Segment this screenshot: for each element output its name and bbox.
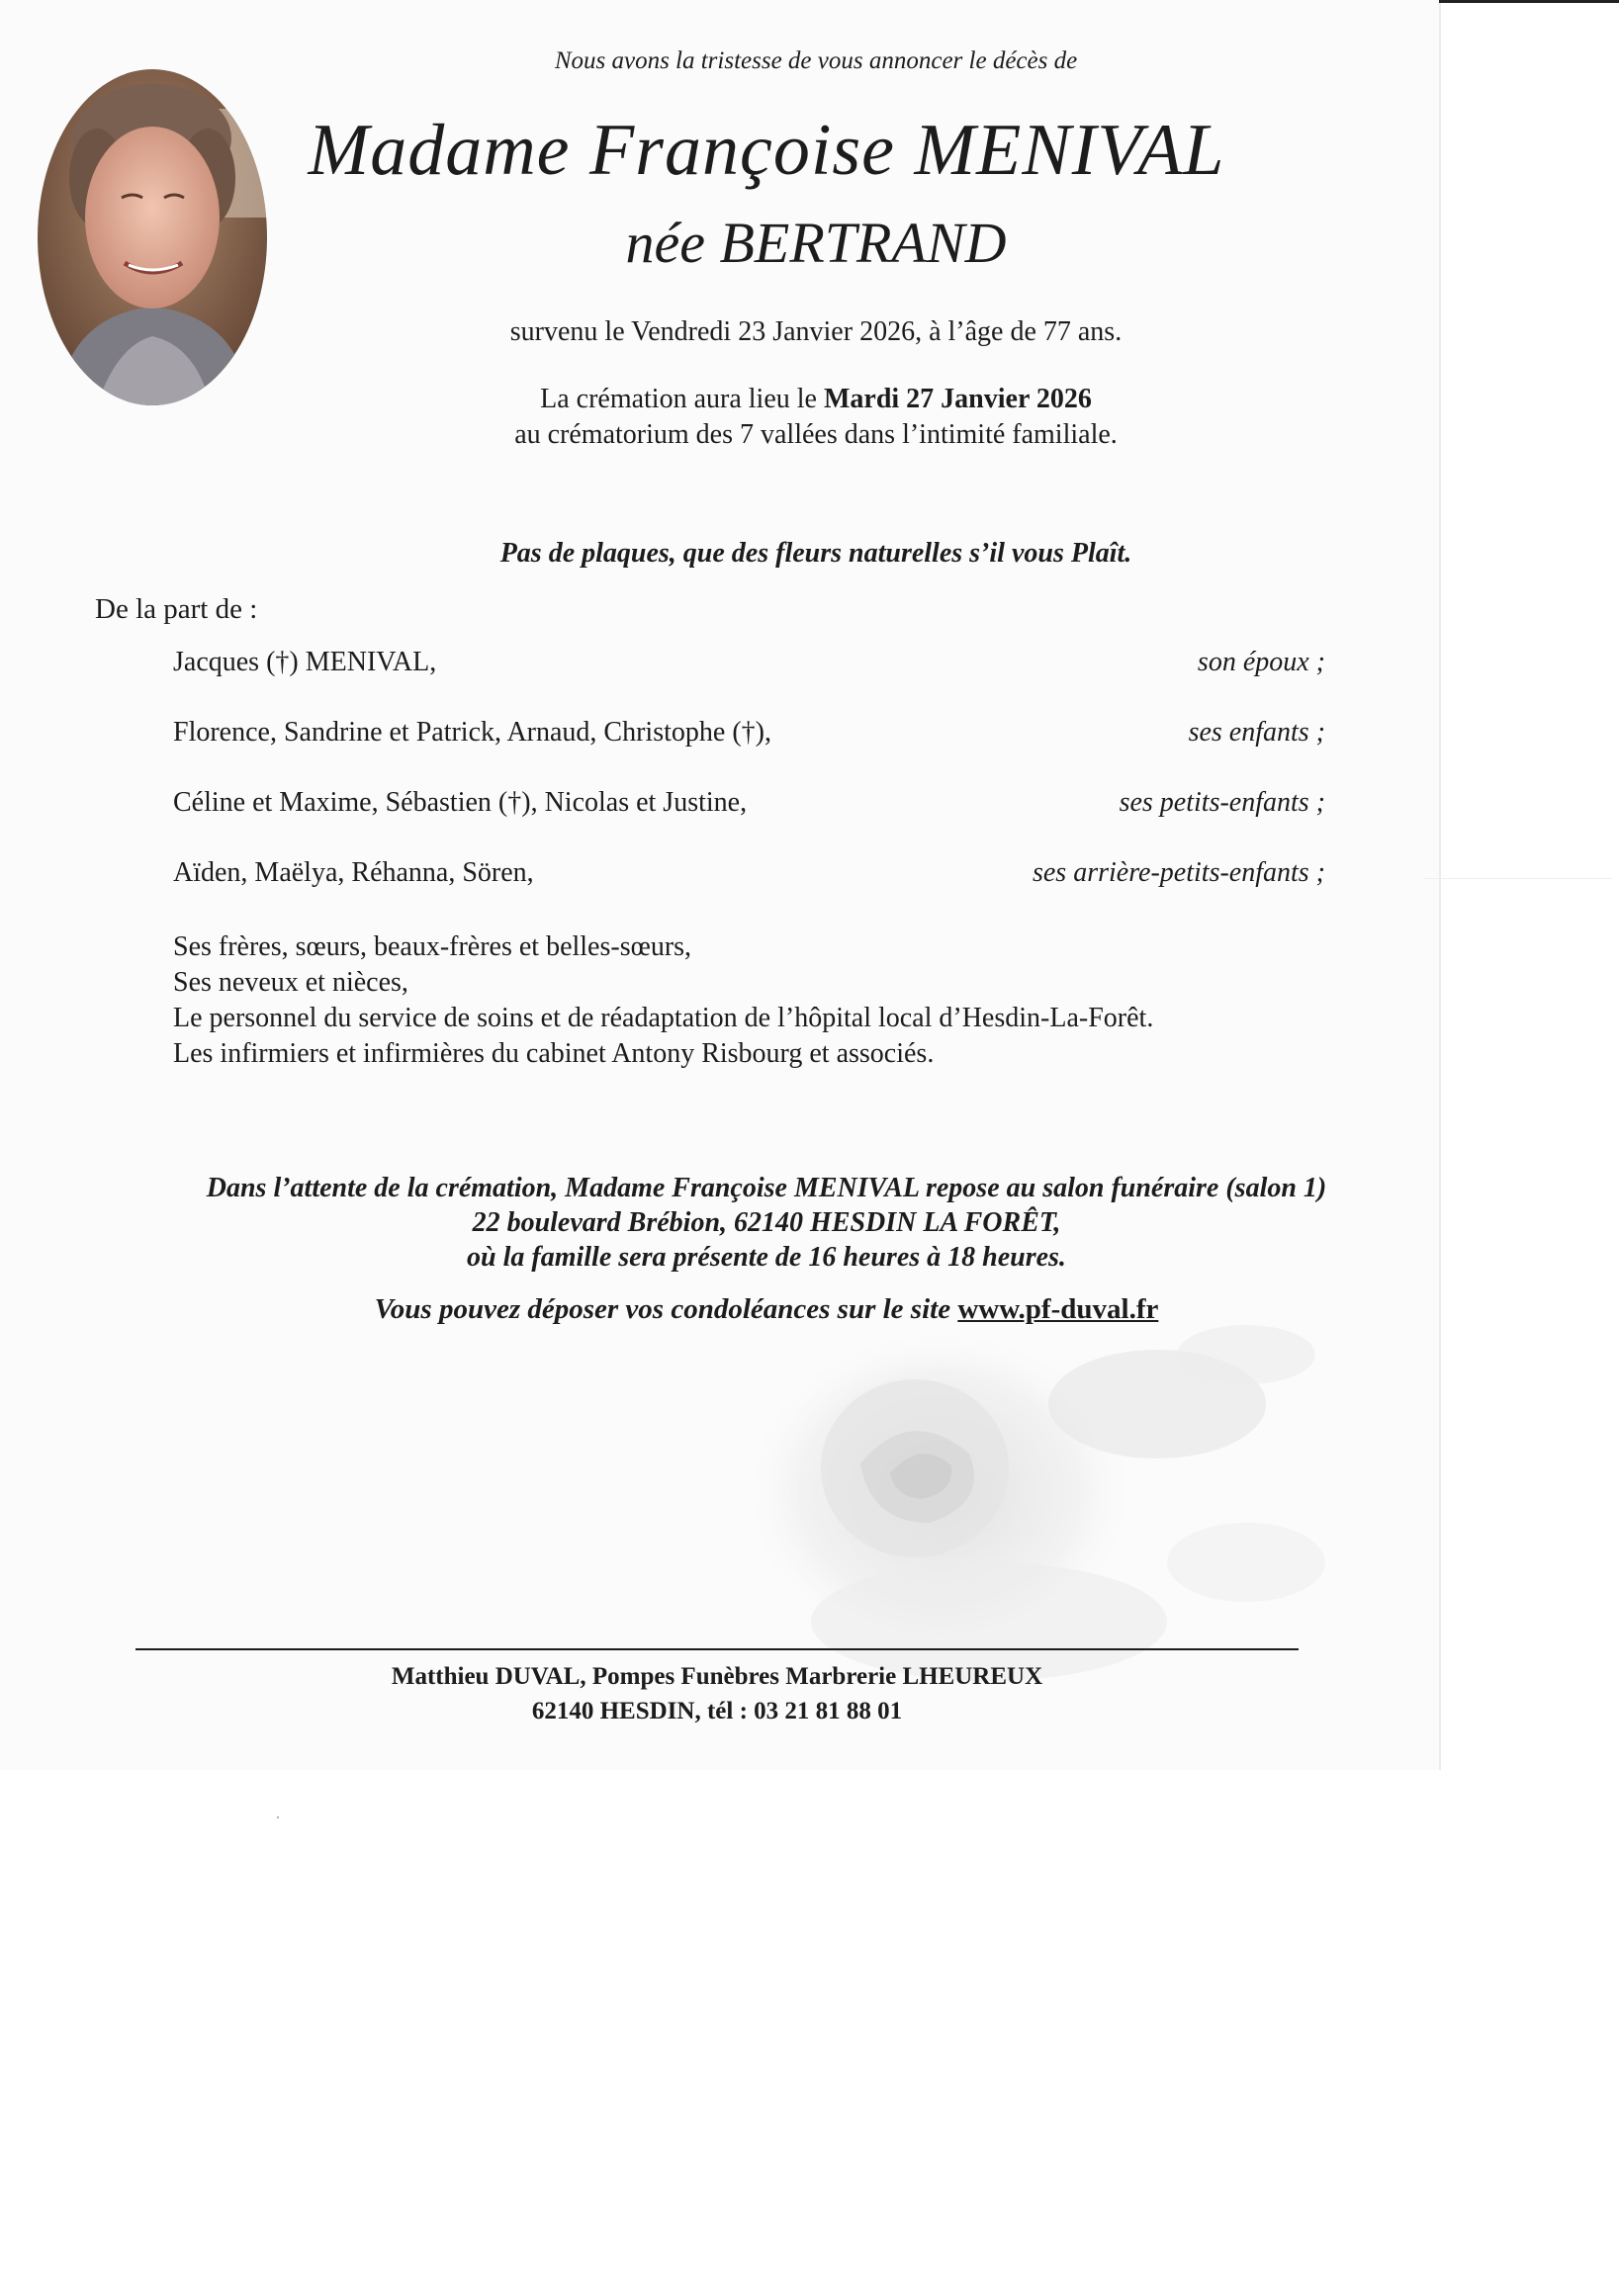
mourner-line: Le personnel du service de soins et de réadaptation de l’hôpital local d’Hesdin-La-Forêt. — [173, 1003, 1154, 1033]
visitation-info — [59, 1171, 1474, 1275]
cremation-prefix: La crémation aura lieu le — [540, 384, 824, 414]
visitation-line: Dans l’attente de la crémation, Madame Françoise MENIVAL repose au salon funéraire (salon 1) — [206, 1173, 1327, 1203]
funeral-home-name: Matthieu DUVAL, Pompes Funèbres Marbrerie LHEUREUX — [391, 1663, 1043, 1690]
family-names: Jacques (†) MENIVAL, — [173, 647, 437, 677]
visitation-line: 22 boulevard Brébion, 62140 HESDIN LA FORÊT, — [472, 1207, 1061, 1238]
cremation-line-2: au crématorium des 7 vallées dans l’intimité familiale. — [514, 419, 1118, 450]
condolences-text: Vous pouvez déposer vos condoléances sur le site — [374, 1293, 958, 1325]
cremation-line-1 — [297, 382, 1335, 417]
maiden-name: née BERTRAND — [625, 211, 1007, 275]
family-relation: ses enfants ; — [1188, 717, 1325, 748]
from-label: De la part de : — [95, 593, 258, 625]
family-relation: ses arrière-petits-enfants ; — [1032, 857, 1325, 888]
mourner-line: Ses frères, sœurs, beaux-frères et belles-sœurs, — [173, 931, 692, 962]
condolences-site-link[interactable]: www.pf-duval.fr — [957, 1293, 1159, 1325]
mourner-line: Ses neveux et nièces, — [173, 967, 408, 998]
cremation-info — [297, 382, 1335, 453]
family-relation: son époux ; — [1197, 647, 1325, 677]
other-mourners — [173, 929, 1360, 1072]
scan-speck — [1424, 878, 1612, 879]
death-date-line: survenu le Vendredi 23 Janvier 2026, à l’âge de 77 ans. — [509, 316, 1123, 347]
intro-text: Nous avons la tristesse de vous annoncer le décès de — [554, 47, 1078, 74]
family-relation: ses petits-enfants ; — [1119, 787, 1325, 818]
family-names: Aïden, Maëlya, Réhanna, Sören, — [173, 857, 534, 888]
family-names: Florence, Sandrine et Patrick, Arnaud, Christophe (†), — [173, 717, 771, 748]
family-names: Céline et Maxime, Sébastien (†), Nicolas et Justine, — [173, 787, 748, 818]
scan-border-line — [1439, 0, 1619, 3]
family-row — [173, 857, 1325, 889]
family-row — [173, 647, 1325, 678]
funeral-home-footer — [135, 1659, 1299, 1728]
family-row — [173, 717, 1325, 749]
page-edge — [1439, 0, 1441, 1770]
deceased-name: Madame Françoise MENIVAL — [308, 110, 1225, 191]
signature-rule — [135, 1648, 1299, 1650]
flowers-note: Pas de plaques, que des fleurs naturelles s’il vous Plaît. — [499, 538, 1132, 569]
mourner-line: Les infirmiers et infirmières du cabinet Antony Risbourg et associés. — [173, 1038, 935, 1069]
visitation-line: où la famille sera présente de 16 heures à 18 heures. — [467, 1242, 1066, 1273]
family-row — [173, 787, 1325, 819]
scan-speck — [277, 1816, 279, 1818]
funeral-home-contact: 62140 HESDIN, tél : 03 21 81 88 01 — [531, 1698, 903, 1724]
rose-decoration — [692, 1325, 1365, 1701]
cremation-date: Mardi 27 Janvier 2026 — [823, 384, 1092, 414]
condolences-line — [59, 1293, 1474, 1326]
